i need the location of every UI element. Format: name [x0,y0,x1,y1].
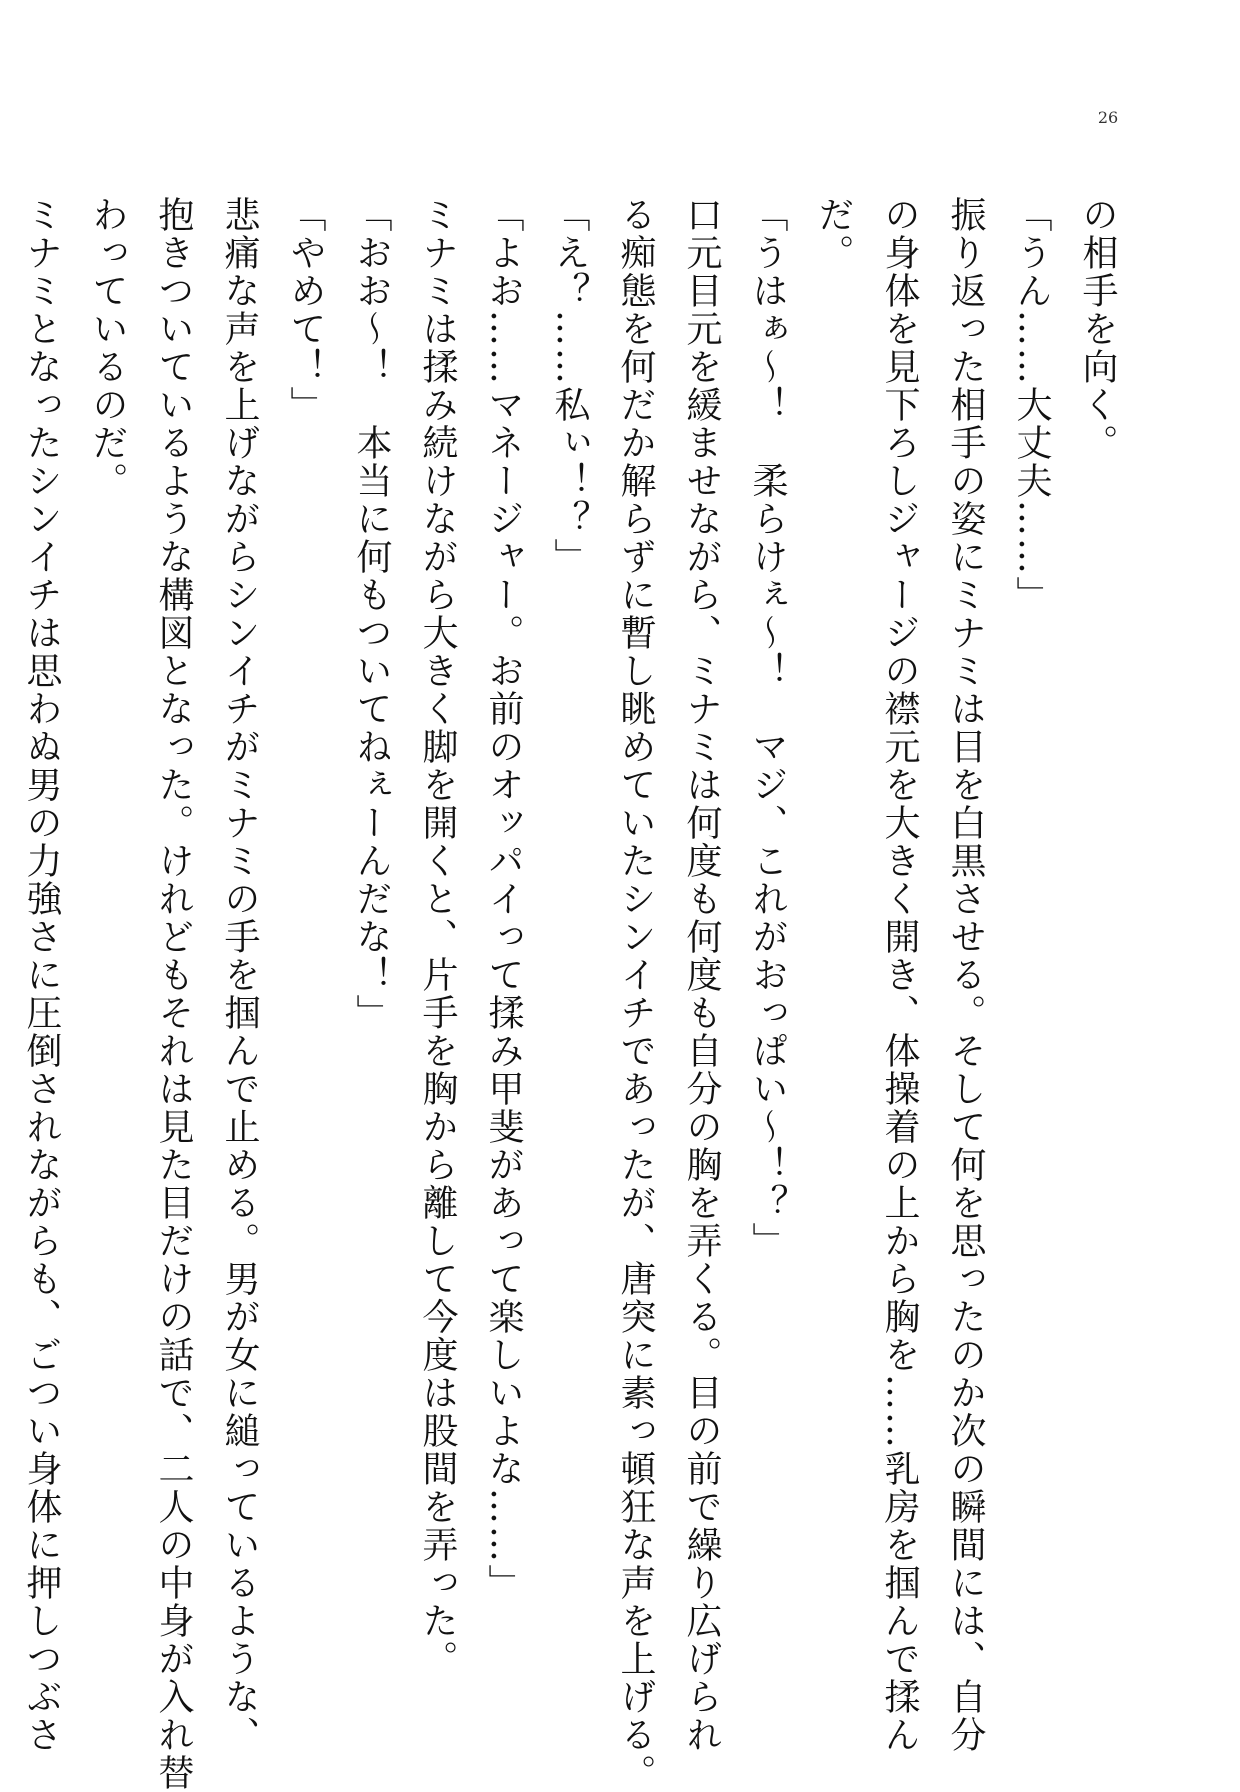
text-line: 「うん……大丈夫……」 [1011,196,1052,614]
text-line: 「おお～！ 本当に何もついてねぇーんだな！」 [351,196,392,1032]
text-line: の相手を向く。 [1077,196,1118,462]
text-line: の身体を見下ろしジャージの襟元を大きく開き、体操着の上から胸を……乳房を掴んで揉ん [879,196,920,1754]
text-line: 悲痛な声を上げながらシンイチがミナミの手を掴んで止める。男が女に縋っているような、 [219,196,260,1754]
text-line: 抱きついているような構図となった。けれどもそれは見た目だけの話で、二人の中身が入れ替 [153,196,194,1792]
text-line: 振り返った相手の姿にミナミは目を白黒させる。そして何を思ったのか次の瞬間には、自分 [945,196,986,1754]
text-line: 「よお……マネージャー。お前のオッパイって揉み甲斐があって楽しいよな……」 [483,196,524,1602]
text-line: ミナミは揉み続けながら大きく脚を開くと、片手を胸から離して今度は股間を弄った。 [417,196,458,1678]
text-line: 「え？……私ぃ！？」 [549,196,590,576]
text-line: 口元目元を緩ませながら、ミナミは何度も何度も自分の胸を弄くる。目の前で繰り広げられ [681,196,722,1754]
text-line: る痴態を何だか解らずに暫し眺めていたシンイチであったが、唐突に素っ頓狂な声を上げる。 [615,196,656,1792]
text-line: だ。 [813,196,854,272]
text-line: 「うはぁ～！ 柔らけぇ～！ マジ、これがおっぱい～！？」 [747,196,788,1260]
text-line: 「やめて！」 [285,196,326,424]
body-text [8,196,1130,1792]
page-number: 26 [1097,108,1119,127]
text-line: ミナミとなったシンイチは思わぬ男の力強さに圧倒されながらも、ごつい身体に押しつぶさ [21,196,62,1754]
text-line: わっているのだ。 [87,196,128,500]
